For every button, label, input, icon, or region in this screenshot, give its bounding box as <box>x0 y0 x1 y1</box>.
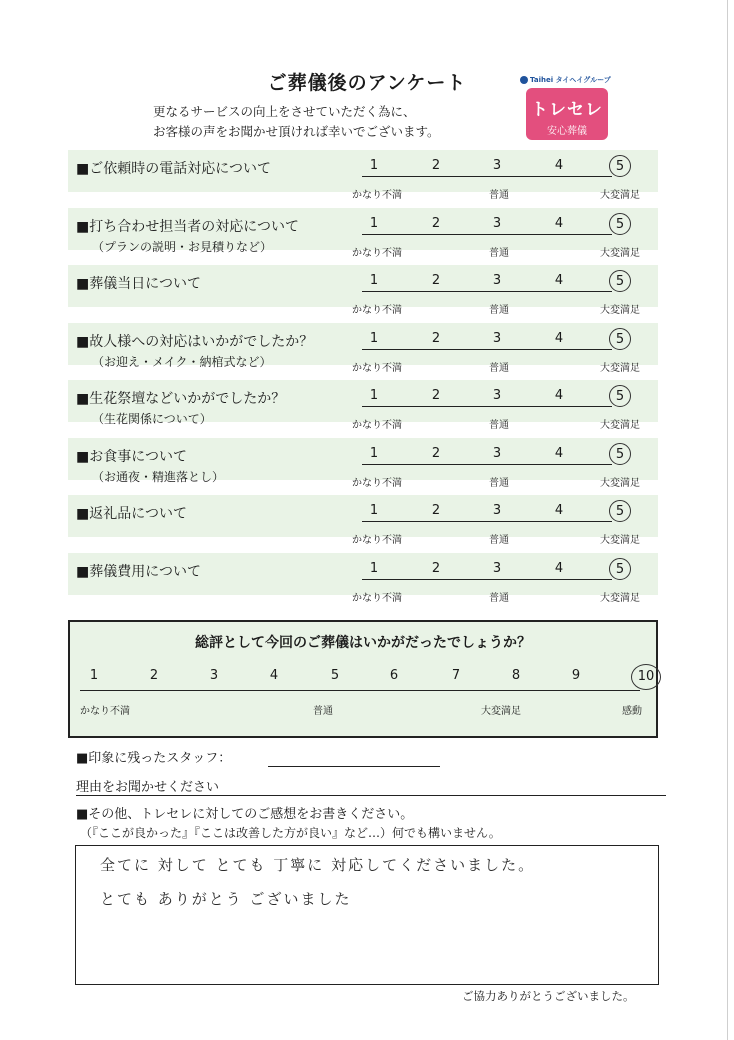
overall-rating-box <box>68 620 658 738</box>
rating-option-selected[interactable]: 5 <box>609 270 631 292</box>
scale-label-low: かなり不満 <box>352 305 402 316</box>
overall-title: 総評として今回のご葬儀はいかがだったでしょうか？ <box>195 635 531 651</box>
staff-answer-line[interactable] <box>268 766 440 767</box>
rating-option[interactable]: 2 <box>431 446 441 461</box>
scale-label-high: 大変満足 <box>600 420 640 431</box>
survey-title: ご葬儀後のアンケート <box>267 72 467 94</box>
rating-option[interactable]: 4 <box>554 446 564 461</box>
handwritten-comment-line-1: 全てに 対して とても 丁寧に 対応してくださいました。 <box>100 856 536 874</box>
overall-option[interactable]: 8 <box>511 668 521 683</box>
rating-option[interactable]: 3 <box>492 446 502 461</box>
intro-line-1: 更なるサービスの向上をさせていただく為に、 <box>153 104 416 119</box>
rating-scale-line <box>362 234 612 235</box>
question-subtitle: （プランの説明・お見積りなど） <box>92 240 273 254</box>
scale-label-mid: 普通 <box>489 478 509 489</box>
rating-option[interactable]: 4 <box>554 273 564 288</box>
overall-label-high: 大変満足 <box>481 706 521 717</box>
rating-option[interactable]: 2 <box>431 388 441 403</box>
scale-label-mid: 普通 <box>489 363 509 374</box>
question-title: ■ご依頼時の電話対応について <box>76 161 271 177</box>
scale-label-low: かなり不満 <box>352 593 402 604</box>
overall-option[interactable]: 1 <box>89 668 99 683</box>
reason-answer-line[interactable] <box>76 795 666 796</box>
overall-option-selected[interactable]: 10 <box>631 664 661 690</box>
staff-label: ■印象に残ったスタッフ： <box>76 751 232 766</box>
overall-label-mid: 普通 <box>313 706 333 717</box>
rating-option[interactable]: 1 <box>369 388 379 403</box>
group-logo-text: Taihei タイヘイグループ <box>530 76 611 84</box>
scale-label-mid: 普通 <box>489 190 509 201</box>
scale-label-high: 大変満足 <box>600 363 640 374</box>
scale-label-high: 大変満足 <box>600 305 640 316</box>
rating-option-selected[interactable]: 5 <box>609 328 631 350</box>
rating-option[interactable]: 1 <box>369 273 379 288</box>
comment-note: （『ここが良かった』『ここは改善した方が良い』など…）何でも構いません。 <box>80 826 501 840</box>
rating-scale-line <box>362 521 612 522</box>
scale-label-low: かなり不満 <box>352 478 402 489</box>
rating-option[interactable]: 1 <box>369 561 379 576</box>
question-title: ■打ち合わせ担当者の対応について <box>76 219 299 235</box>
rating-option[interactable]: 1 <box>369 216 379 231</box>
question-subtitle: （お通夜・精進落とし） <box>92 470 225 484</box>
comment-box[interactable] <box>75 845 659 985</box>
scale-label-low: かなり不満 <box>352 248 402 259</box>
rating-option[interactable]: 4 <box>554 561 564 576</box>
page-edge-line <box>727 0 728 1040</box>
question-title: ■葬儀費用について <box>76 564 201 580</box>
rating-option[interactable]: 3 <box>492 331 502 346</box>
scale-label-low: かなり不満 <box>352 420 402 431</box>
question-title: ■葬儀当日について <box>76 276 201 292</box>
rating-option[interactable]: 2 <box>431 273 441 288</box>
brand-logo <box>520 75 640 140</box>
comment-label: ■その他、トレセレに対してのご感想をお書きください。 <box>76 807 414 822</box>
rating-option[interactable]: 2 <box>431 503 441 518</box>
rating-option[interactable]: 3 <box>492 273 502 288</box>
rating-option[interactable]: 4 <box>554 158 564 173</box>
rating-option[interactable]: 3 <box>492 503 502 518</box>
rating-option[interactable]: 3 <box>492 561 502 576</box>
rating-option-selected[interactable]: 5 <box>609 385 631 407</box>
overall-label-low: かなり不満 <box>80 706 130 717</box>
scale-label-high: 大変満足 <box>600 248 640 259</box>
rating-option[interactable]: 4 <box>554 503 564 518</box>
rating-scale-line <box>362 406 612 407</box>
overall-label-top: 感動 <box>622 706 642 717</box>
rating-scale-line <box>362 349 612 350</box>
rating-option-selected[interactable]: 5 <box>609 500 631 522</box>
overall-scale-line <box>80 690 640 691</box>
rating-option[interactable]: 4 <box>554 388 564 403</box>
rating-option-selected[interactable]: 5 <box>609 155 631 177</box>
rating-scale-line <box>362 291 612 292</box>
rating-scale-line <box>362 579 612 580</box>
scale-label-high: 大変満足 <box>600 593 640 604</box>
rating-option[interactable]: 1 <box>369 446 379 461</box>
scale-label-high: 大変満足 <box>600 535 640 546</box>
group-mark-icon <box>520 76 528 84</box>
rating-option[interactable]: 2 <box>431 561 441 576</box>
rating-option-selected[interactable]: 5 <box>609 213 631 235</box>
scale-label-mid: 普通 <box>489 248 509 259</box>
intro-line-2: お客様の声をお聞かせ頂ければ幸いでございます。 <box>153 124 440 139</box>
group-logo <box>520 75 640 85</box>
rating-option[interactable]: 3 <box>492 388 502 403</box>
question-title: ■生花祭壇などいかがでしたか？ <box>76 391 286 407</box>
rating-option[interactable]: 2 <box>431 331 441 346</box>
overall-option[interactable]: 7 <box>451 668 461 683</box>
question-title: ■お食事について <box>76 449 187 465</box>
rating-option-selected[interactable]: 5 <box>609 558 631 580</box>
question-title: ■返礼品について <box>76 506 187 522</box>
scale-label-mid: 普通 <box>489 535 509 546</box>
question-title: ■故人様への対応はいかがでしたか？ <box>76 334 314 350</box>
brand-subtitle: 安心葬儀 <box>547 126 587 137</box>
scale-label-high: 大変満足 <box>600 190 640 201</box>
reason-label: 理由をお聞かせください <box>76 780 220 795</box>
rating-option[interactable]: 1 <box>369 331 379 346</box>
question-subtitle: （お迎え・メイク・納棺式など） <box>92 355 272 369</box>
overall-option[interactable]: 4 <box>269 668 279 683</box>
scale-label-low: かなり不満 <box>352 190 402 201</box>
thanks-footer: ご協力ありがとうございました。 <box>462 989 635 1003</box>
overall-option[interactable]: 3 <box>209 668 219 683</box>
scale-label-mid: 普通 <box>489 305 509 316</box>
rating-option[interactable]: 2 <box>431 158 441 173</box>
scale-label-mid: 普通 <box>489 420 509 431</box>
rating-option[interactable]: 4 <box>554 216 564 231</box>
brand-badge <box>526 88 608 140</box>
rating-scale-line <box>362 176 612 177</box>
rating-option[interactable]: 3 <box>492 216 502 231</box>
overall-option[interactable]: 2 <box>149 668 159 683</box>
rating-option-selected[interactable]: 5 <box>609 443 631 465</box>
scale-label-low: かなり不満 <box>352 535 402 546</box>
rating-option[interactable]: 2 <box>431 216 441 231</box>
rating-option[interactable]: 4 <box>554 331 564 346</box>
rating-option[interactable]: 1 <box>369 503 379 518</box>
question-subtitle: （生花関係について） <box>92 412 212 426</box>
scale-label-mid: 普通 <box>489 593 509 604</box>
scale-label-low: かなり不満 <box>352 363 402 374</box>
handwritten-comment-line-2: とても ありがとう ございました <box>100 890 352 908</box>
rating-scale-line <box>362 464 612 465</box>
overall-option[interactable]: 6 <box>389 668 399 683</box>
rating-option[interactable]: 1 <box>369 158 379 173</box>
scale-label-high: 大変満足 <box>600 478 640 489</box>
overall-option[interactable]: 5 <box>330 668 340 683</box>
brand-name: トレセレ <box>531 100 603 120</box>
overall-option[interactable]: 9 <box>571 668 581 683</box>
rating-option[interactable]: 3 <box>492 158 502 173</box>
